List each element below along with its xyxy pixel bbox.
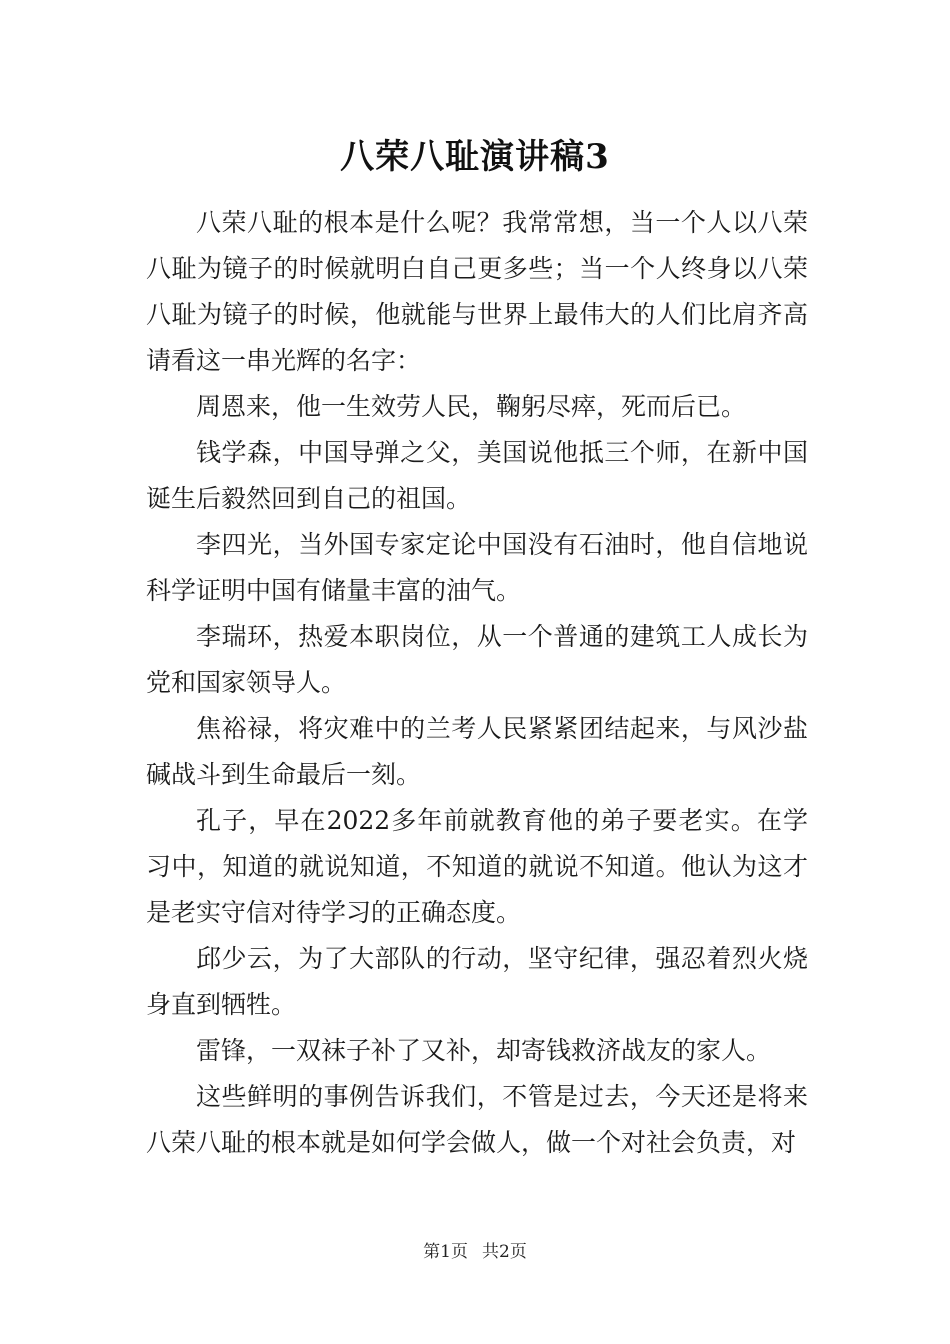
paragraph-confucius: 孔子，早在2022多年前就教育他的弟子要老实。在学习中，知道的就说知道，不知道的就说不知道。他认为这才是老实守信对待学习的正确态度。 bbox=[146, 806, 808, 927]
paragraph-qian-xuesen: 钱学森，中国导弹之父，美国说他抵三个师，在新中国诞生后毅然回到自己的祖国。 bbox=[146, 438, 808, 513]
paragraph-zhou-enlai: 周恩来，他一生效劳人民，鞠躬尽瘁，死而后已。 bbox=[196, 392, 747, 421]
paragraph-li-siguang: 李四光，当外国专家定论中国没有石油时，他自信地说科学证明中国有储量丰富的油气。 bbox=[146, 530, 808, 605]
paragraph-lei-feng: 雷锋，一双袜子补了又补，却寄钱救济战友的家人。 bbox=[196, 1036, 772, 1065]
paragraph-intro: 八荣八耻的根本是什么呢？我常常想，当一个人以八荣八耻为镜子的时候就明白自己更多些；当一个人终身以八荣八耻为镜子的时候，他就能与世界上最伟大的人们比肩齐高请看这一串光辉的名字： bbox=[146, 208, 808, 375]
page-number-total: 共2页 bbox=[482, 1242, 527, 1262]
paragraph-li-ruihuan: 李瑞环，热爱本职岗位，从一个普通的建筑工人成长为党和国家领导人。 bbox=[146, 622, 808, 697]
paragraph-conclusion: 这些鲜明的事例告诉我们，不管是过去，今天还是将来八荣八耻的根本就是如何学会做人，做一个对社会负责，对 bbox=[146, 1082, 808, 1157]
document-body bbox=[146, 200, 808, 1166]
paragraph-jiao-yulu: 焦裕禄，将灾难中的兰考人民紧紧团结起来，与风沙盐碱战斗到生命最后一刻。 bbox=[146, 714, 808, 789]
document-title: 八荣八耻演讲稿3 bbox=[340, 137, 610, 177]
page-number-current: 第1页 bbox=[423, 1242, 468, 1262]
paragraph-qiu-shaoyun: 邱少云，为了大部队的行动，坚守纪律，强忍着烈火烧身直到牺牲。 bbox=[146, 944, 808, 1019]
page-footer bbox=[0, 1240, 950, 1264]
